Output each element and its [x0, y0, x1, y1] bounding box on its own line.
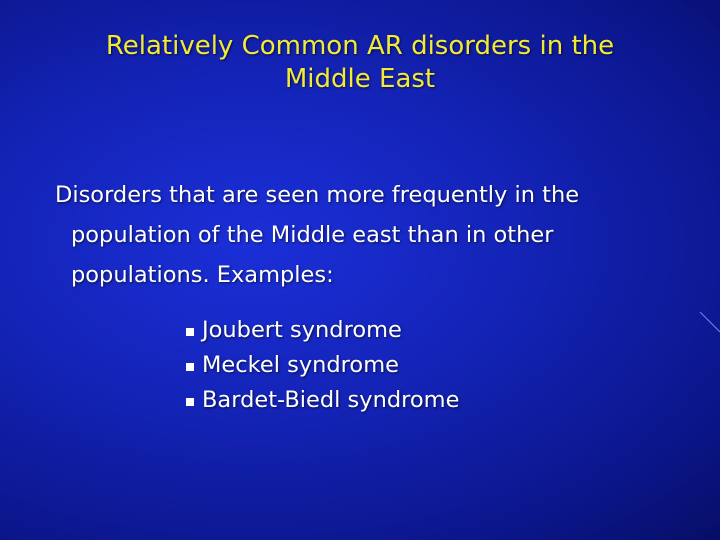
- examples-bullet-list: [186, 313, 459, 418]
- square-bullet-icon: [186, 363, 194, 371]
- slide-title-line-2: Middle East: [284, 64, 436, 94]
- bullet-text: Bardet-Biedl syndrome: [202, 387, 460, 413]
- slide-title-line-1: Relatively Common AR disorders in the: [105, 31, 615, 61]
- square-bullet-icon: [186, 398, 194, 406]
- square-bullet-icon: [186, 328, 194, 336]
- bullet-item: [186, 383, 459, 418]
- body-line-3: populations. Examples:: [71, 262, 334, 288]
- bullet-text: Joubert syndrome: [202, 317, 402, 343]
- body-line-1: Disorders that are seen more frequently in the: [55, 182, 580, 208]
- slide-title: [0, 30, 720, 96]
- body-line-2: population of the Middle east than in other: [71, 222, 554, 248]
- bullet-text: Meckel syndrome: [202, 352, 399, 378]
- bullet-item: [186, 348, 459, 383]
- bullet-item: [186, 313, 459, 348]
- slide-body-paragraph: [55, 175, 695, 295]
